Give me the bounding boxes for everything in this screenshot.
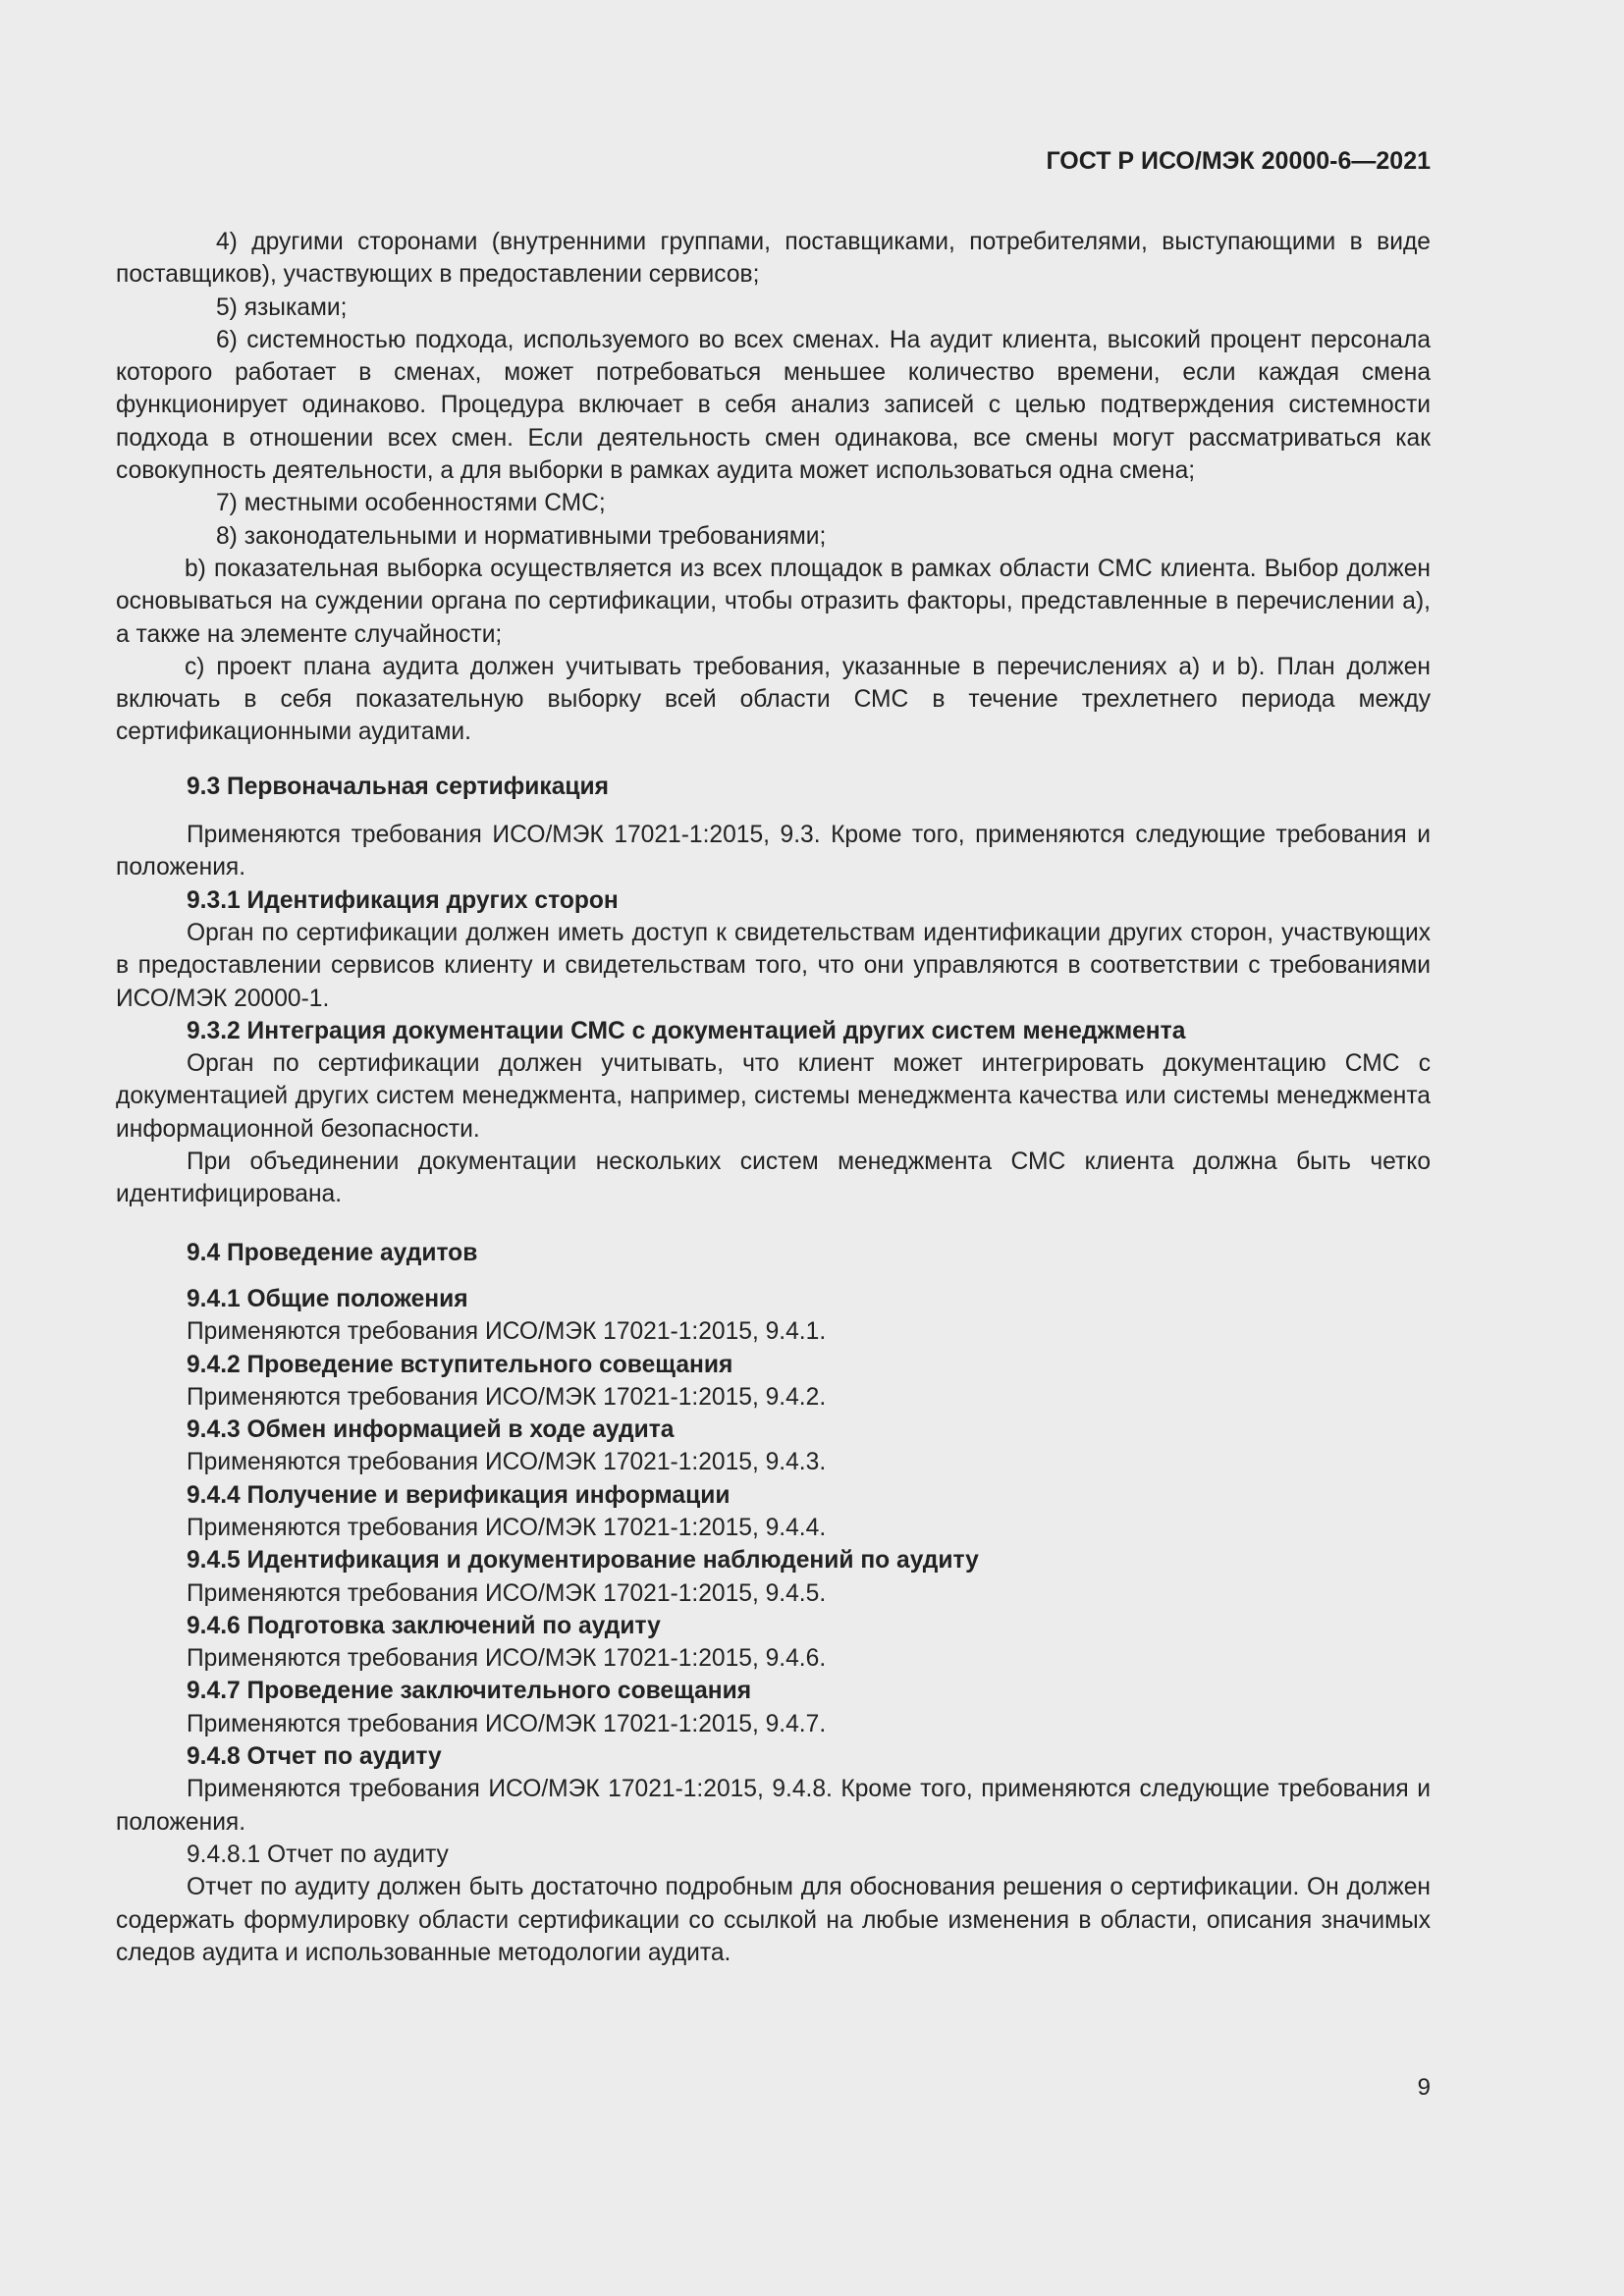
section-9-4-8-1-heading: 9.4.8.1 Отчет по аудиту bbox=[187, 1841, 449, 1868]
section-9-3-intro: Применяются требования ИСО/МЭК 17021-1:2015, 9.3. Кроме того, применяются следующие требования и положения. bbox=[116, 822, 1431, 881]
list-item-b: b) показательная выборка осуществляется из всех площадок в рамках области СМС клиента. Выбор должен основываться на суждении органа по сертификации, чтобы отразить факторы, представленные в перечислении а), а также на элементе случайности; bbox=[116, 555, 1431, 648]
subsection-text: Применяются требования ИСО/МЭК 17021-1:2015, 9.4.3. bbox=[187, 1449, 827, 1476]
section-9-4-8-1-text: Отчет по аудиту должен быть достаточно подробным для обоснования решения о сертификации. Он должен содержать формулировку области сертификации со ссылкой на любые изменения в области, описания значимых следов аудита и использованные методологии аудита. bbox=[116, 1874, 1431, 1966]
section-9-3-2-text: Орган по сертификации должен учитывать, что клиент может интегрировать документацию СМС с документацией других систем менеджмента, например, системы менеджмента качества или системы менеджмента информационной безопасности. bbox=[116, 1050, 1431, 1143]
section-9-3-1-text: Орган по сертификации должен иметь доступ к свидетельствам идентификации других сторон, участвующих в предоставлении сервисов клиенту и свидетельствам того, что они управляются в соответствии с требованиями ИСО/МЭК 20000-1. bbox=[116, 919, 1431, 1012]
section-9-4-8-heading: 9.4.8 Отчет по аудиту bbox=[187, 1743, 442, 1771]
subsection-heading: 9.4.3 Обмен информацией в ходе аудита bbox=[187, 1416, 675, 1444]
section-9-4-8-text: Применяются требования ИСО/МЭК 17021-1:2015, 9.4.8. Кроме того, применяются следующие требования и положения. bbox=[116, 1776, 1431, 1836]
list-item: 6) системностью подхода, используемого во всех сменах. На аудит клиента, высокий процент персонала которого работает в сменах, может потребоваться меньшее количество времени, если каждая смена функционирует одинаково. Процедура включает в себя анализ записей с целью подтверждения системности подхода в отношении всех смен. Если деятельность смен одинакова, все смены могут рассматриваться как совокупность деятельности, а для выборки в рамках аудита может использоваться одна смена; bbox=[116, 326, 1431, 485]
subsection-heading: 9.4.4 Получение и верификация информации bbox=[187, 1481, 731, 1509]
document-body bbox=[116, 226, 1431, 1969]
list-item: 7) местными особенностями СМС; bbox=[216, 490, 606, 517]
section-9-4-heading: 9.4 Проведение аудитов bbox=[187, 1239, 478, 1266]
subsection-text: Применяются требования ИСО/МЭК 17021-1:2015, 9.4.7. bbox=[187, 1710, 827, 1737]
subsection-text: Применяются требования ИСО/МЭК 17021-1:2015, 9.4.4. bbox=[187, 1514, 827, 1541]
section-9-3-2-heading: 9.3.2 Интеграция документации СМС с документацией других систем менеджмента bbox=[187, 1017, 1186, 1044]
subsection-heading: 9.4.5 Идентификация и документирование наблюдений по аудиту bbox=[187, 1547, 979, 1575]
list-item-c: с) проект плана аудита должен учитывать требования, указанные в перечислениях а) и b). План должен включать в себя показательную выборку всей области СМС в течение трехлетнего периода между сертификационными аудитами. bbox=[116, 653, 1431, 746]
subsection-heading: 9.4.1 Общие положения bbox=[187, 1285, 468, 1312]
section-9-3-heading: 9.3 Первоначальная сертификация bbox=[187, 773, 609, 800]
subsection-text: Применяются требования ИСО/МЭК 17021-1:2015, 9.4.1. bbox=[187, 1318, 827, 1346]
section-9-3-1-heading: 9.3.1 Идентификация других сторон bbox=[187, 886, 619, 914]
document-header: ГОСТ Р ИСО/МЭК 20000-6—2021 bbox=[1046, 147, 1431, 175]
subsection-text: Применяются требования ИСО/МЭК 17021-1:2015, 9.4.2. bbox=[187, 1383, 827, 1411]
list-item: 5) языками; bbox=[216, 294, 348, 321]
section-9-3-2-text: При объединении документации нескольких систем менеджмента СМС клиента должна быть четко идентифицирована. bbox=[116, 1148, 1431, 1208]
subsection-heading: 9.4.6 Подготовка заключений по аудиту bbox=[187, 1612, 661, 1639]
page-number: 9 bbox=[1417, 2074, 1431, 2101]
subsection-text: Применяются требования ИСО/МЭК 17021-1:2015, 9.4.6. bbox=[187, 1645, 827, 1673]
list-item: 4) другими сторонами (внутренними группами, поставщиками, потребителями, выступающими в виде поставщиков), участвующих в предоставлении сервисов; bbox=[116, 229, 1431, 289]
subsection-heading: 9.4.2 Проведение вступительного совещания bbox=[187, 1351, 733, 1378]
subsection-text: Применяются требования ИСО/МЭК 17021-1:2015, 9.4.5. bbox=[187, 1579, 827, 1607]
subsection-heading: 9.4.7 Проведение заключительного совещания bbox=[187, 1678, 752, 1705]
list-item: 8) законодательными и нормативными требованиями; bbox=[216, 522, 827, 550]
